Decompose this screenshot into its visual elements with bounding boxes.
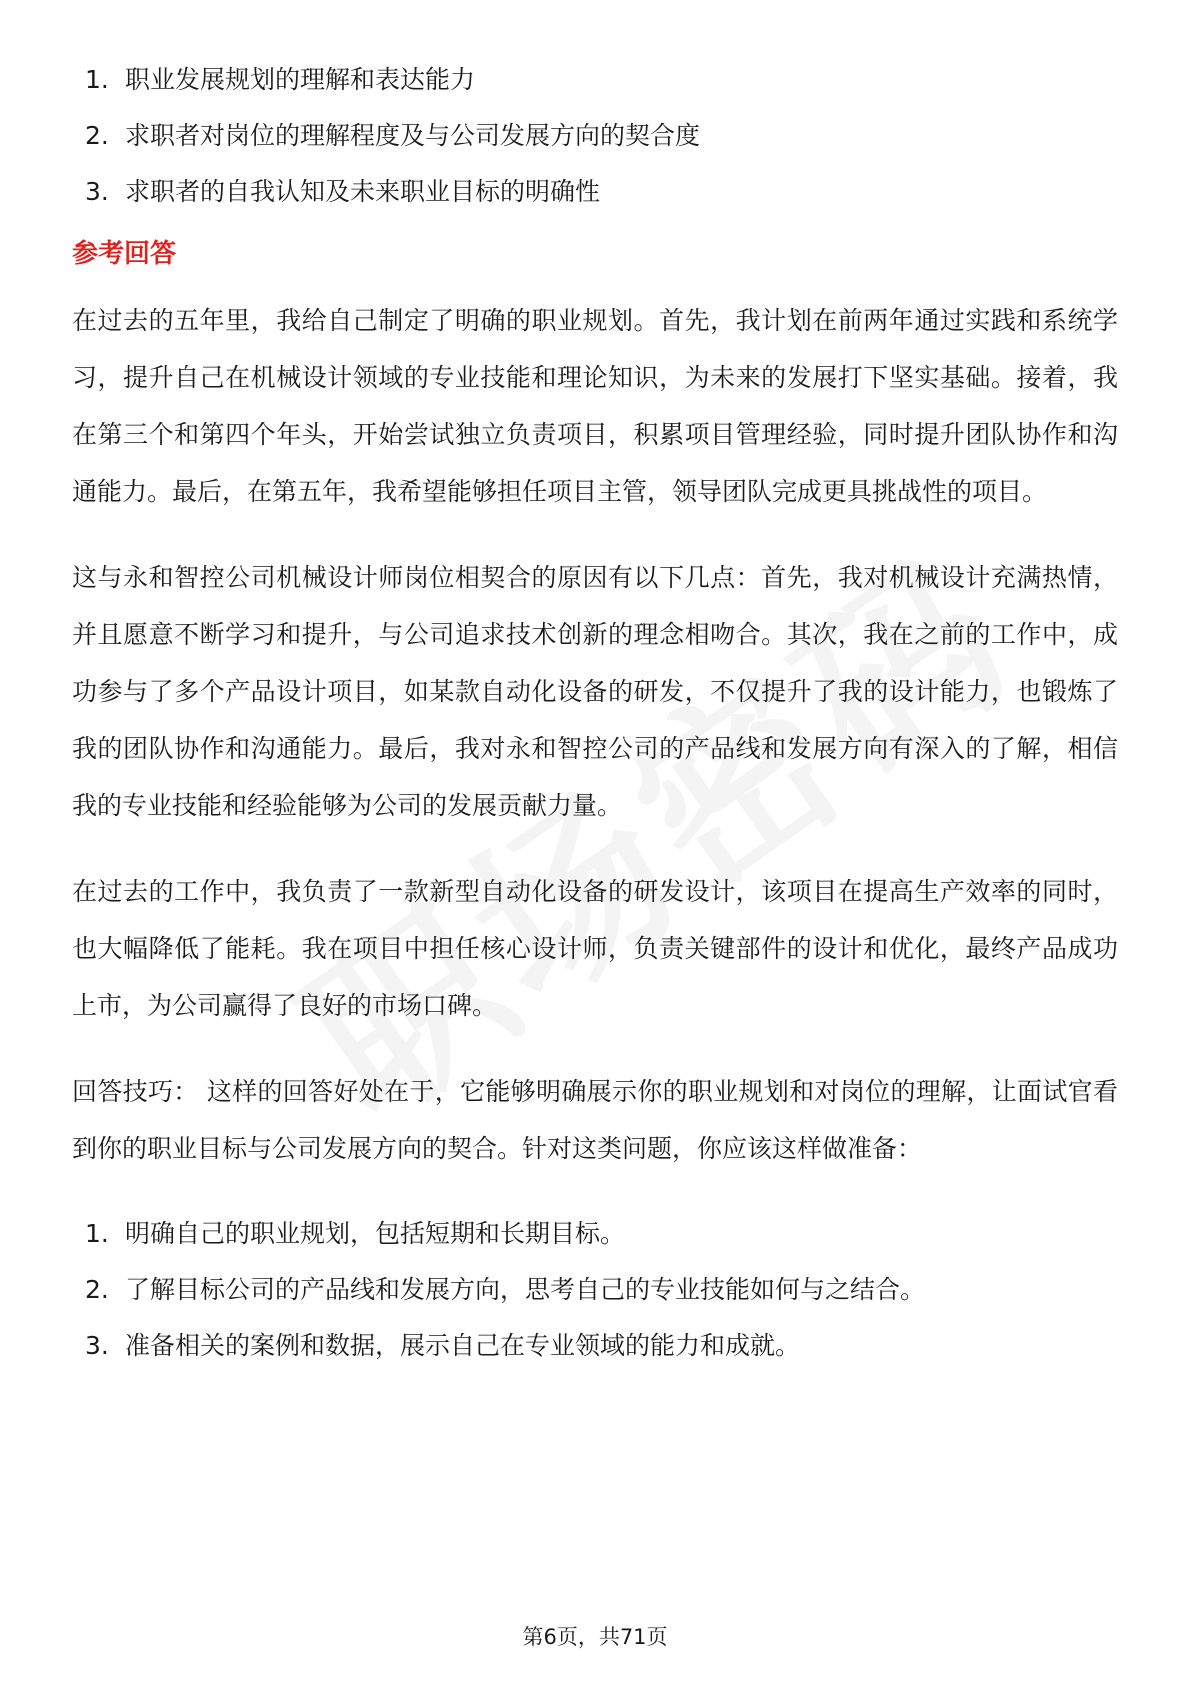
list-text: 明确自己的职业规划，包括短期和长期目标。 xyxy=(125,1219,626,1248)
list-text: 了解目标公司的产品线和发展方向，思考自己的专业技能如何与之结合。 xyxy=(125,1275,926,1304)
tips-list xyxy=(72,1206,1118,1374)
document-page xyxy=(72,52,1118,1374)
page-number-footer: 第6页，共71页 xyxy=(522,1625,668,1649)
paragraph-career-plan: 在过去的五年里，我给自己制定了明确的职业规划。首先，我计划在前两年通过实践和系统学习，提升自己在机械设计领域的专业技能和理论知识，为未来的发展打下坚实基础。接着，我在第三个和第四个年头，开始尝试独立负责项目，积累项目管理经验，同时提升团队协作和沟通能力。最后，在第五年，我希望能够担任项目主管，领导团队完成更具挑战性的项目。 xyxy=(72,306,1118,506)
list-text: 职业发展规划的理解和表达能力 xyxy=(125,65,476,94)
list-number: 2. xyxy=(85,121,109,150)
list-item xyxy=(72,164,1118,220)
reference-answer-heading: 参考回答 xyxy=(72,239,177,269)
list-item xyxy=(72,108,1118,164)
list-item xyxy=(72,1206,1118,1262)
list-item xyxy=(72,1318,1118,1374)
list-number: 3. xyxy=(85,177,109,206)
list-item xyxy=(72,52,1118,108)
intent-list xyxy=(72,52,1118,220)
list-number: 1. xyxy=(85,1219,109,1248)
list-number: 3. xyxy=(85,1331,109,1360)
list-text: 求职者的自我认知及未来职业目标的明确性 xyxy=(125,177,601,206)
list-number: 2. xyxy=(85,1275,109,1304)
list-item xyxy=(72,1262,1118,1318)
paragraph-project-experience: 在过去的工作中，我负责了一款新型自动化设备的研发设计，该项目在提高生产效率的同时，也大幅降低了能耗。我在项目中担任核心设计师，负责关键部件的设计和优化，最终产品成功上市，为公司赢得了良好的市场口碑。 xyxy=(72,877,1118,1020)
paragraph-answer-tips: 回答技巧： 这样的回答好处在于，它能够明确展示你的职业规划和对岗位的理解，让面试官看到你的职业目标与公司发展方向的契合。针对这类问题，你应该这样做准备： xyxy=(72,1077,1118,1163)
list-text: 准备相关的案例和数据，展示自己在专业领域的能力和成就。 xyxy=(125,1331,801,1360)
paragraph-fit-reasons: 这与永和智控公司机械设计师岗位相契合的原因有以下几点：首先，我对机械设计充满热情，并且愿意不断学习和提升，与公司追求技术创新的理念相吻合。其次，我在之前的工作中，成功参与了多个产品设计项目，如某款自动化设备的研发，不仅提升了我的设计能力，也锻炼了我的团队协作和沟通能力。最后，我对永和智控公司的产品线和发展方向有深入的了解，相信我的专业技能和经验能够为公司的发展贡献力量。 xyxy=(72,563,1118,820)
list-number: 1. xyxy=(85,65,109,94)
list-text: 求职者对岗位的理解程度及与公司发展方向的契合度 xyxy=(125,121,701,150)
